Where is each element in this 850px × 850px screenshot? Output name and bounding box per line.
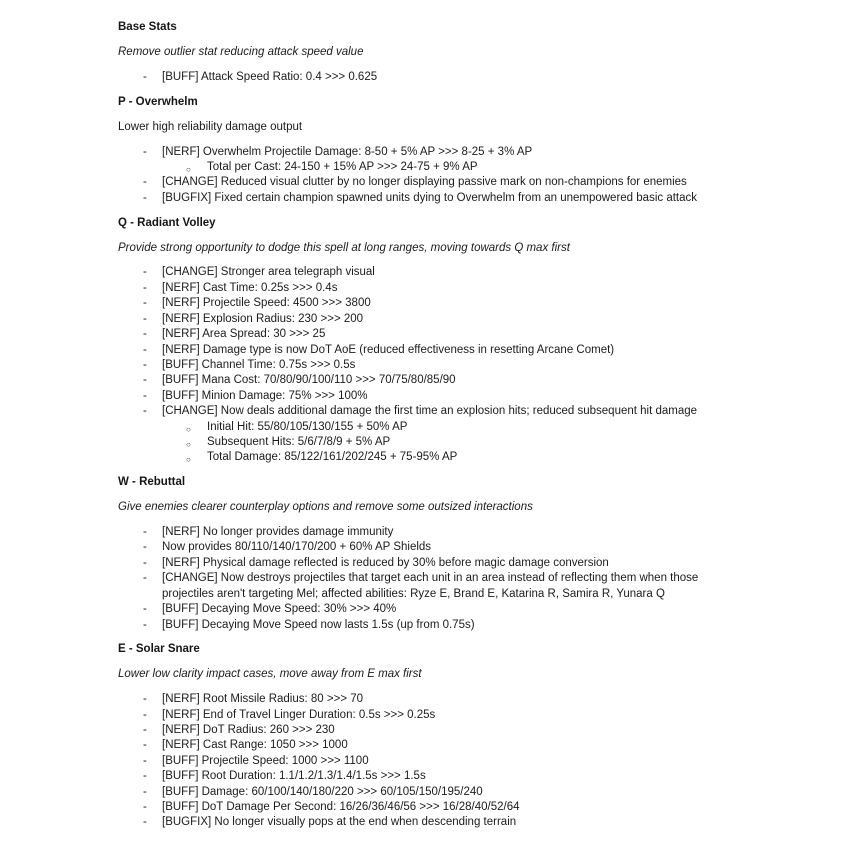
change-item: - [NERF] Cast Range: 1050 >>> 1000 [118, 738, 740, 753]
change-item: ○ Total Damage: 85/122/161/202/245 + 75-95% AP [118, 450, 740, 465]
change-item: - [NERF] Projectile Speed: 4500 >>> 3800 [118, 296, 740, 311]
change-list [118, 70, 742, 85]
change-item: ○ Total per Cast: 24-150 + 15% AP >>> 24-75 + 9% AP [118, 160, 740, 175]
change-item: - [BUFF] Minion Damage: 75% >>> 100% [118, 389, 740, 404]
change-item: - [BUGFIX] Fixed certain champion spawned units dying to Overwhelm from an unempowered basic attack [118, 191, 740, 206]
section-description: Lower low clarity impact cases, move away from E max first [118, 668, 422, 681]
section-description: Provide strong opportunity to dodge this spell at long ranges, moving towards Q max first [118, 241, 570, 254]
change-item: - [NERF] Area Spread: 30 >>> 25 [118, 327, 740, 342]
change-list [118, 265, 742, 465]
change-item: - [NERF] Root Missile Radius: 80 >>> 70 [118, 692, 740, 707]
change-item: - [NERF] No longer provides damage immunity [118, 525, 740, 540]
patch-section [118, 20, 742, 85]
change-item: - [BUFF] Projectile Speed: 1000 >>> 1100 [118, 754, 740, 769]
change-item: - Now provides 80/110/140/170/200 + 60% AP Shields [118, 540, 740, 555]
section-heading: W - Rebuttal [118, 476, 186, 489]
change-item: - [BUFF] DoT Damage Per Second: 16/26/36/46/56 >>> 16/28/40/52/64 [118, 800, 740, 815]
patch-section [118, 95, 742, 206]
change-item: ○ Subsequent Hits: 5/6/7/8/9 + 5% AP [118, 435, 740, 450]
change-item: - [CHANGE] Now deals additional damage the first time an explosion hits; reduced subsequent hit damage [118, 404, 740, 419]
document-content [118, 17, 742, 840]
patch-section [118, 475, 742, 633]
section-description: Give enemies clearer counterplay options and remove some outsized interactions [118, 501, 533, 514]
patch-section [118, 216, 742, 466]
change-item: - [NERF] Overwhelm Projectile Damage: 8-50 + 5% AP >>> 8-25 + 3% AP [118, 145, 740, 160]
change-item: - [BUFF] Damage: 60/100/140/180/220 >>> 60/105/150/195/240 [118, 785, 740, 800]
change-item: - [NERF] Damage type is now DoT AoE (reduced effectiveness in resetting Arcane Comet) [118, 343, 740, 358]
section-heading: P - Overwhelm [118, 95, 198, 108]
change-item: - [BUFF] Channel Time: 0.75s >>> 0.5s [118, 358, 740, 373]
patch-section [118, 642, 742, 830]
change-list [118, 692, 742, 831]
change-list [118, 145, 742, 207]
change-item: - [BUFF] Decaying Move Speed: 30% >>> 40% [118, 602, 740, 617]
change-item: - [BUFF] Mana Cost: 70/80/90/100/110 >>> 70/75/80/85/90 [118, 373, 740, 388]
section-heading: Q - Radiant Volley [118, 216, 216, 229]
change-item: - [BUFF] Decaying Move Speed now lasts 1.5s (up from 0.75s) [118, 618, 740, 633]
change-item: - [CHANGE] Now destroys projectiles that target each unit in an area instead of reflecting them when those projectiles aren't targeting Mel; affected abilities: Ryze E, Brand E, Katarina R, Samira R, Yunara Q [118, 571, 740, 602]
change-item: - [CHANGE] Stronger area telegraph visual [118, 265, 740, 280]
change-item: - [NERF] Explosion Radius: 230 >>> 200 [118, 312, 740, 327]
section-description: Remove outlier stat reducing attack speed value [118, 45, 364, 58]
change-item: ○ Initial Hit: 55/80/105/130/155 + 50% AP [118, 420, 740, 435]
change-item: - [BUGFIX] No longer visually pops at the end when descending terrain [118, 815, 740, 830]
change-item: - [NERF] End of Travel Linger Duration: 0.5s >>> 0.25s [118, 708, 740, 723]
section-heading: E - Solar Snare [118, 643, 200, 656]
section-heading: Base Stats [118, 21, 177, 33]
change-item: - [NERF] Cast Time: 0.25s >>> 0.4s [118, 281, 740, 296]
change-item: - [CHANGE] Reduced visual clutter by no longer displaying passive mark on non-champions for enemies [118, 175, 740, 190]
change-item: - [BUFF] Attack Speed Ratio: 0.4 >>> 0.625 [118, 70, 740, 85]
change-list [118, 525, 742, 633]
change-item: - [NERF] Physical damage reflected is reduced by 30% before magic damage conversion [118, 556, 740, 571]
change-item: - [BUFF] Root Duration: 1.1/1.2/1.3/1.4/1.5s >>> 1.5s [118, 769, 740, 784]
change-item: - [NERF] DoT Radius: 260 >>> 230 [118, 723, 740, 738]
section-description: Lower high reliability damage output [118, 120, 303, 133]
